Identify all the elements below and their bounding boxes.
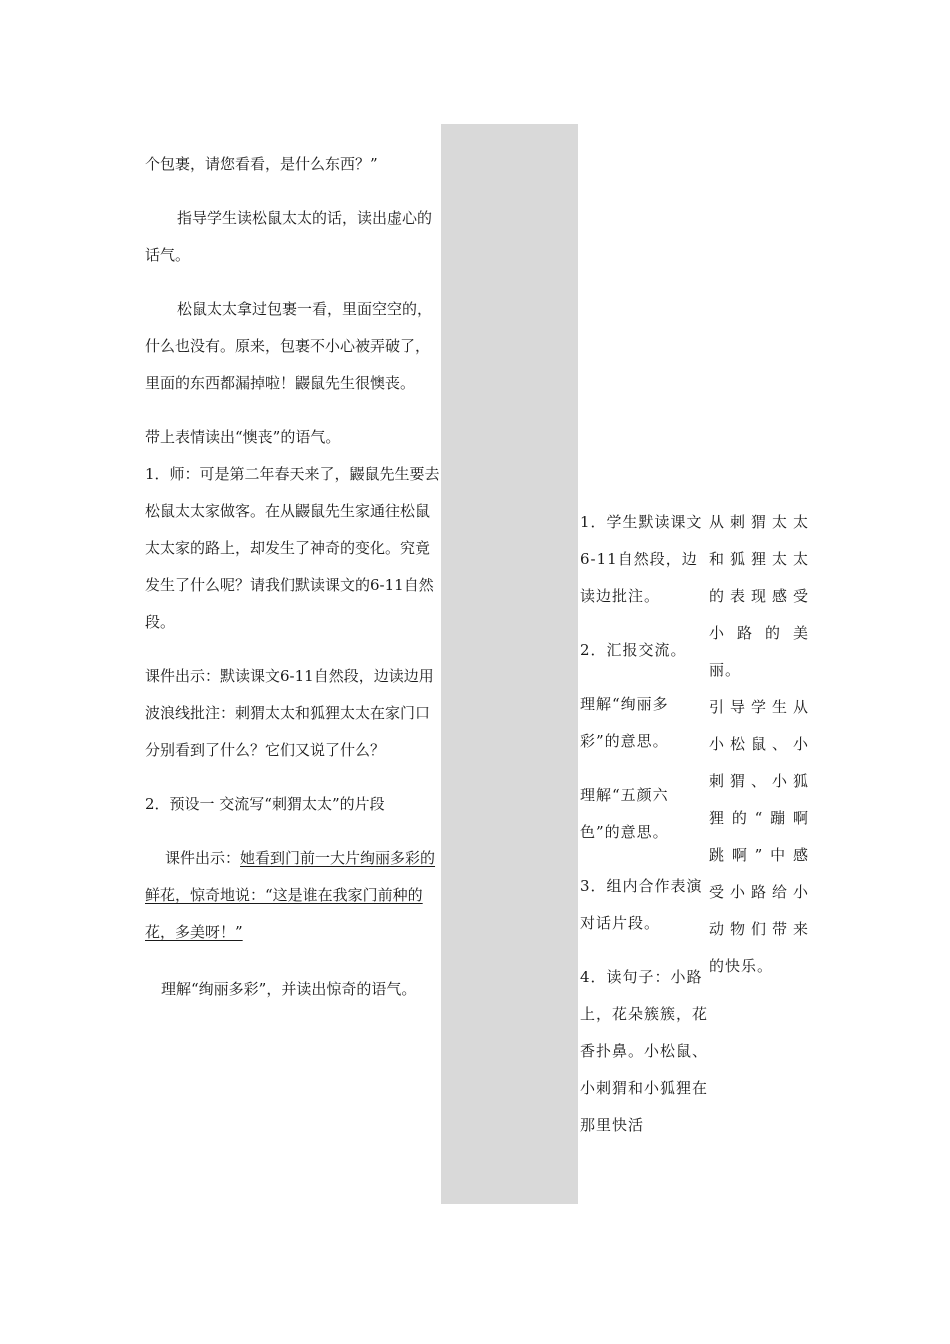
intent-line: 的表现感受 [709, 587, 809, 605]
student-step-2b: 理解“五颜六色”的意思。 [580, 786, 669, 841]
intent-line: 从刺猬太太 [709, 513, 809, 531]
intent-line: 受小路给小 [709, 883, 809, 901]
teacher-activity-column [145, 146, 440, 1008]
paragraph-preset-one: 2．预设一 交流写“刺猬太太”的片段 [145, 795, 385, 813]
intent-line: 刺猬、小狐 [709, 772, 809, 790]
intent-line: 跳啊”中感 [709, 846, 809, 864]
courseware-label: 课件出示： [165, 849, 241, 867]
paragraph-read-guidance: 指导学生读松鼠太太的话，读出虚心的话气。 [145, 209, 433, 264]
underlined-quote: 她看到门前一大片绚丽多彩的鲜花，惊奇地说：“这是谁在我家门前种的花，多美呀！” [145, 849, 436, 941]
paragraph-package-question: 个包裹，请您看看，是什么东西？” [145, 155, 378, 173]
paragraph-empty-package: 松鼠太太拿过包裹一看，里面空空的，什么也没有。原来，包裹不小心被弄破了，里面的东西都漏掉啦！鼹鼠先生很懊丧。 [145, 300, 433, 392]
student-step-4: 4．读句子：小路上，花朵簇簇，花香扑鼻。小松鼠、小刺猬和小狐狸在那里快活 [580, 968, 709, 1134]
student-step-3: 3．组内合作表演对话片段。 [580, 877, 703, 932]
paragraph-read-with-emotion: 带上表情读出“懊丧”的语气。 [145, 428, 341, 446]
shaded-column [441, 124, 578, 1204]
intent-line: 小松鼠、小 [709, 735, 809, 753]
paragraph-courseware-task: 课件出示：默读课文6-11自然段，边读边用波浪线批注：刺猬太太和狐狸太太在家门口分别看到了什么？它们又说了什么？ [145, 667, 434, 759]
student-activity-column [580, 504, 708, 1144]
intent-line: 丽。 [709, 661, 742, 679]
intent-line: 的快乐。 [709, 957, 774, 975]
student-step-1: 1．学生默读课文6-11自然段，边读边批注。 [580, 513, 703, 605]
intent-line: 和狐狸太太 [709, 550, 809, 568]
design-intent-column [709, 504, 809, 985]
intent-line: 狸的“蹦啊 [709, 809, 809, 827]
intent-line: 引导学生从 [709, 698, 809, 716]
paragraph-understand-word: 理解“绚丽多彩”，并读出惊奇的语气。 [161, 980, 417, 998]
paragraph-courseware-quote [145, 840, 440, 951]
paragraph-teacher-question: 1．师：可是第二年春天来了，鼹鼠先生要去松鼠太太家做客。在从鼹鼠先生家通往松鼠太太家的路上，却发生了神奇的变化。究竟发生了什么呢？请我们默读课文的6-11自然段。 [145, 465, 440, 631]
intent-line: 动物们带来 [709, 920, 809, 938]
intent-line: 小路的美 [709, 624, 809, 642]
student-step-2: 2．汇报交流。 [580, 641, 687, 659]
student-step-2a: 理解“绚丽多彩”的意思。 [580, 695, 669, 750]
